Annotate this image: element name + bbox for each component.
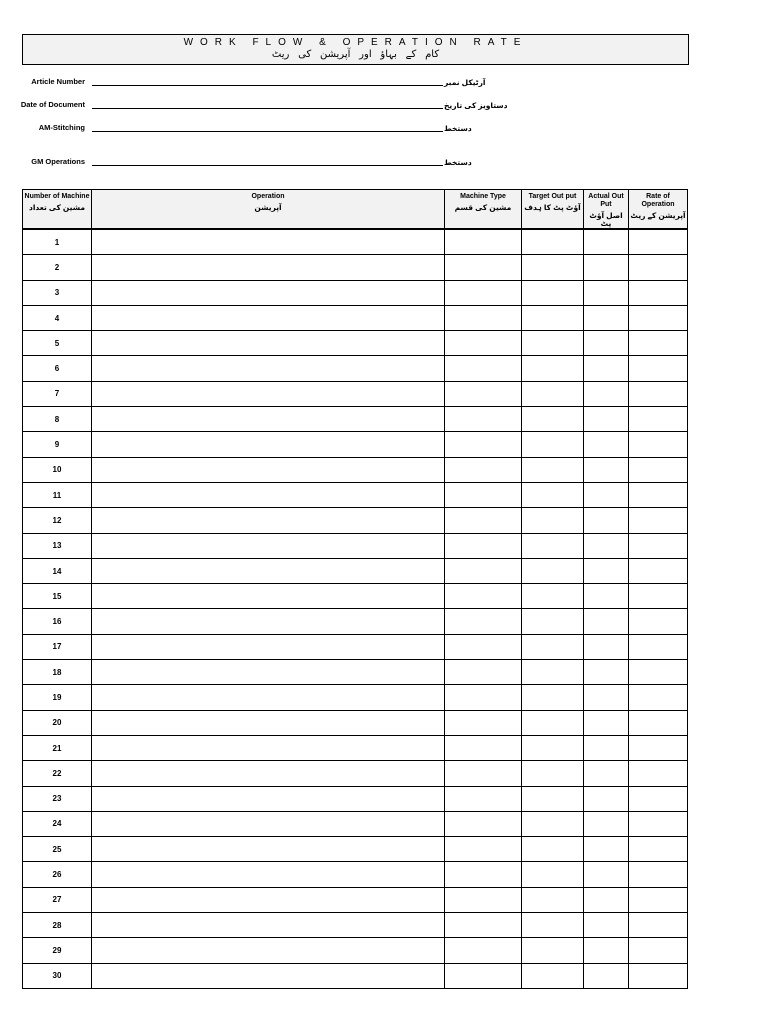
rate-of-operation-cell[interactable]: [629, 710, 688, 735]
field-date-of-document: [0, 95, 768, 111]
actual-output-cell[interactable]: [584, 432, 629, 457]
row-number-cell: 19: [23, 685, 92, 710]
table-row: [23, 913, 688, 938]
actual-output-cell[interactable]: [584, 533, 629, 558]
column-header-operation: Operation آپریشن: [92, 190, 445, 230]
row-number-cell: 6: [23, 356, 92, 381]
target-output-cell[interactable]: [522, 811, 584, 836]
rate-of-operation-cell[interactable]: [629, 811, 688, 836]
machine-type-cell[interactable]: [445, 761, 522, 786]
operation-cell[interactable]: [92, 913, 445, 938]
table-row: [23, 229, 688, 255]
machine-type-cell[interactable]: [445, 482, 522, 507]
table-row: [23, 584, 688, 609]
actual-output-cell[interactable]: [584, 482, 629, 507]
target-output-cell[interactable]: [522, 457, 584, 482]
row-number-cell: 29: [23, 938, 92, 963]
target-output-cell[interactable]: [522, 761, 584, 786]
target-output-cell[interactable]: [522, 963, 584, 988]
operation-cell[interactable]: [92, 761, 445, 786]
document-title-box: [22, 34, 689, 65]
operation-cell[interactable]: [92, 381, 445, 406]
actual-output-cell[interactable]: [584, 811, 629, 836]
actual-output-cell[interactable]: [584, 255, 629, 280]
operation-cell[interactable]: [92, 887, 445, 912]
operation-cell[interactable]: [92, 482, 445, 507]
target-output-cell[interactable]: [522, 331, 584, 356]
operation-cell[interactable]: [92, 533, 445, 558]
rate-of-operation-cell[interactable]: [629, 761, 688, 786]
table-row: [23, 685, 688, 710]
table-row: [23, 634, 688, 659]
table-row: [23, 381, 688, 406]
row-number-cell: 10: [23, 457, 92, 482]
operation-cell[interactable]: [92, 660, 445, 685]
row-number-cell: 27: [23, 887, 92, 912]
actual-output-cell[interactable]: [584, 938, 629, 963]
actual-output-cell[interactable]: [584, 660, 629, 685]
actual-output-cell[interactable]: [584, 685, 629, 710]
table-row: [23, 558, 688, 583]
actual-output-cell[interactable]: [584, 913, 629, 938]
table-header-row: [23, 190, 688, 230]
field-label-urdu: دستاویز کی تاریخ: [444, 101, 508, 110]
table-row: [23, 407, 688, 432]
machine-type-cell[interactable]: [445, 735, 522, 760]
field-gm-operations: [0, 152, 768, 168]
rate-of-operation-cell[interactable]: [629, 432, 688, 457]
rate-of-operation-cell[interactable]: [629, 533, 688, 558]
rate-of-operation-cell[interactable]: [629, 963, 688, 988]
operation-cell[interactable]: [92, 331, 445, 356]
target-output-cell[interactable]: [522, 837, 584, 862]
document-title: WORK FLOW & OPERATION RATE: [183, 37, 528, 48]
row-number-cell: 25: [23, 837, 92, 862]
row-number-cell: 30: [23, 963, 92, 988]
target-output-cell[interactable]: [522, 356, 584, 381]
actual-output-cell[interactable]: [584, 280, 629, 305]
field-label-urdu: دستخط: [444, 158, 472, 167]
machine-type-cell[interactable]: [445, 255, 522, 280]
target-output-cell[interactable]: [522, 584, 584, 609]
table-row: [23, 533, 688, 558]
table-row: [23, 508, 688, 533]
row-number-cell: 21: [23, 735, 92, 760]
operation-cell[interactable]: [92, 938, 445, 963]
target-output-cell[interactable]: [522, 255, 584, 280]
row-number-cell: 11: [23, 482, 92, 507]
field-article-number: [0, 72, 768, 88]
target-output-cell[interactable]: [522, 508, 584, 533]
machine-type-cell[interactable]: [445, 837, 522, 862]
rate-of-operation-cell[interactable]: [629, 938, 688, 963]
actual-output-cell[interactable]: [584, 356, 629, 381]
target-output-cell[interactable]: [522, 685, 584, 710]
column-header-actual-output: Actual Out Put اصل آؤٹ پٹ: [584, 190, 629, 230]
operation-cell[interactable]: [92, 407, 445, 432]
row-number-cell: 12: [23, 508, 92, 533]
row-number-cell: 15: [23, 584, 92, 609]
operation-cell[interactable]: [92, 685, 445, 710]
rate-of-operation-cell[interactable]: [629, 331, 688, 356]
row-number-cell: 24: [23, 811, 92, 836]
row-number-cell: 9: [23, 432, 92, 457]
column-header-machine-type: Machine Type مشین کی قسم: [445, 190, 522, 230]
table-row: [23, 963, 688, 988]
rate-of-operation-cell[interactable]: [629, 457, 688, 482]
actual-output-cell[interactable]: [584, 457, 629, 482]
row-number-cell: 3: [23, 280, 92, 305]
actual-output-cell[interactable]: [584, 609, 629, 634]
machine-type-cell[interactable]: [445, 710, 522, 735]
machine-type-cell[interactable]: [445, 432, 522, 457]
rate-of-operation-cell[interactable]: [629, 305, 688, 330]
row-number-cell: 22: [23, 761, 92, 786]
operation-cell[interactable]: [92, 811, 445, 836]
table-row: [23, 331, 688, 356]
target-output-cell[interactable]: [522, 533, 584, 558]
operation-cell[interactable]: [92, 280, 445, 305]
operation-cell[interactable]: [92, 305, 445, 330]
operation-cell[interactable]: [92, 837, 445, 862]
table-row: [23, 432, 688, 457]
actual-output-cell[interactable]: [584, 887, 629, 912]
actual-output-cell[interactable]: [584, 862, 629, 887]
row-number-cell: 1: [23, 229, 92, 255]
target-output-cell[interactable]: [522, 229, 584, 255]
row-number-cell: 23: [23, 786, 92, 811]
target-output-cell[interactable]: [522, 862, 584, 887]
operation-cell[interactable]: [92, 584, 445, 609]
actual-output-cell[interactable]: [584, 229, 629, 255]
column-header-target-output: Target Out put آؤٹ پٹ کا ہدف: [522, 190, 584, 230]
rate-of-operation-cell[interactable]: [629, 862, 688, 887]
machine-type-cell[interactable]: [445, 305, 522, 330]
operation-cell[interactable]: [92, 609, 445, 634]
machine-type-cell[interactable]: [445, 634, 522, 659]
operation-cell[interactable]: [92, 356, 445, 381]
rate-of-operation-cell[interactable]: [629, 584, 688, 609]
actual-output-cell[interactable]: [584, 786, 629, 811]
operation-cell[interactable]: [92, 735, 445, 760]
operation-cell[interactable]: [92, 255, 445, 280]
actual-output-cell[interactable]: [584, 735, 629, 760]
target-output-cell[interactable]: [522, 381, 584, 406]
target-output-cell[interactable]: [522, 786, 584, 811]
rate-of-operation-cell[interactable]: [629, 356, 688, 381]
operation-cell[interactable]: [92, 862, 445, 887]
document-title-urdu: کام کے بہاؤ اور آپریشن کی ریٹ: [271, 49, 440, 60]
row-number-cell: 8: [23, 407, 92, 432]
field-label: Date of Document: [20, 100, 85, 109]
row-number-cell: 26: [23, 862, 92, 887]
actual-output-cell[interactable]: [584, 558, 629, 583]
machine-type-cell[interactable]: [445, 381, 522, 406]
actual-output-cell[interactable]: [584, 508, 629, 533]
target-output-cell[interactable]: [522, 887, 584, 912]
field-label: Article Number: [31, 77, 85, 86]
target-output-cell[interactable]: [522, 432, 584, 457]
table-row: [23, 305, 688, 330]
rate-of-operation-cell[interactable]: [629, 255, 688, 280]
target-output-cell[interactable]: [522, 710, 584, 735]
table-row: [23, 482, 688, 507]
date-of-document-input-line[interactable]: [92, 108, 443, 109]
actual-output-cell[interactable]: [584, 584, 629, 609]
target-output-cell[interactable]: [522, 305, 584, 330]
article-number-input-line[interactable]: [92, 85, 443, 86]
row-number-cell: 17: [23, 634, 92, 659]
machine-type-cell[interactable]: [445, 786, 522, 811]
field-am-stitching: [0, 118, 768, 134]
machine-type-cell[interactable]: [445, 811, 522, 836]
machine-type-cell[interactable]: [445, 229, 522, 255]
rate-of-operation-cell[interactable]: [629, 685, 688, 710]
machine-type-cell[interactable]: [445, 407, 522, 432]
machine-type-cell[interactable]: [445, 887, 522, 912]
table-row: [23, 280, 688, 305]
machine-type-cell[interactable]: [445, 609, 522, 634]
operation-cell[interactable]: [92, 229, 445, 255]
machine-type-cell[interactable]: [445, 457, 522, 482]
rate-of-operation-cell[interactable]: [629, 508, 688, 533]
machine-type-cell[interactable]: [445, 331, 522, 356]
rate-of-operation-cell[interactable]: [629, 735, 688, 760]
row-number-cell: 16: [23, 609, 92, 634]
operation-cell[interactable]: [92, 457, 445, 482]
target-output-cell[interactable]: [522, 558, 584, 583]
column-header-number-of-machine: Number of Machine مشین کی تعداد: [23, 190, 92, 230]
table-row: [23, 255, 688, 280]
rate-of-operation-cell[interactable]: [629, 407, 688, 432]
actual-output-cell[interactable]: [584, 761, 629, 786]
rate-of-operation-cell[interactable]: [629, 381, 688, 406]
machine-type-cell[interactable]: [445, 356, 522, 381]
row-number-cell: 7: [23, 381, 92, 406]
table-row: [23, 938, 688, 963]
table-row: [23, 887, 688, 912]
field-label: GM Operations: [31, 157, 85, 166]
rate-of-operation-cell[interactable]: [629, 660, 688, 685]
machine-type-cell[interactable]: [445, 913, 522, 938]
rate-of-operation-cell[interactable]: [629, 482, 688, 507]
rate-of-operation-cell[interactable]: [629, 634, 688, 659]
target-output-cell[interactable]: [522, 634, 584, 659]
table-row: [23, 761, 688, 786]
operation-cell[interactable]: [92, 432, 445, 457]
operation-cell[interactable]: [92, 558, 445, 583]
rate-of-operation-cell[interactable]: [629, 837, 688, 862]
row-number-cell: 2: [23, 255, 92, 280]
operation-cell[interactable]: [92, 786, 445, 811]
machine-type-cell[interactable]: [445, 533, 522, 558]
actual-output-cell[interactable]: [584, 305, 629, 330]
row-number-cell: 13: [23, 533, 92, 558]
machine-type-cell[interactable]: [445, 660, 522, 685]
target-output-cell[interactable]: [522, 280, 584, 305]
target-output-cell[interactable]: [522, 938, 584, 963]
table-row: [23, 811, 688, 836]
workflow-table: [22, 189, 688, 989]
rate-of-operation-cell[interactable]: [629, 887, 688, 912]
rate-of-operation-cell[interactable]: [629, 609, 688, 634]
row-number-cell: 5: [23, 331, 92, 356]
table-row: [23, 609, 688, 634]
gm-operations-signature-line[interactable]: [92, 165, 443, 166]
row-number-cell: 18: [23, 660, 92, 685]
target-output-cell[interactable]: [522, 482, 584, 507]
actual-output-cell[interactable]: [584, 634, 629, 659]
operation-cell[interactable]: [92, 963, 445, 988]
rate-of-operation-cell[interactable]: [629, 558, 688, 583]
actual-output-cell[interactable]: [584, 710, 629, 735]
target-output-cell[interactable]: [522, 913, 584, 938]
machine-type-cell[interactable]: [445, 938, 522, 963]
table-row: [23, 457, 688, 482]
rate-of-operation-cell[interactable]: [629, 786, 688, 811]
operation-cell[interactable]: [92, 508, 445, 533]
target-output-cell[interactable]: [522, 735, 584, 760]
rate-of-operation-cell[interactable]: [629, 229, 688, 255]
table-row: [23, 356, 688, 381]
field-label-urdu: دستخط: [444, 124, 472, 133]
table-row: [23, 837, 688, 862]
machine-type-cell[interactable]: [445, 963, 522, 988]
machine-type-cell[interactable]: [445, 584, 522, 609]
row-number-cell: 28: [23, 913, 92, 938]
rate-of-operation-cell[interactable]: [629, 280, 688, 305]
actual-output-cell[interactable]: [584, 837, 629, 862]
target-output-cell[interactable]: [522, 660, 584, 685]
table-row: [23, 735, 688, 760]
am-stitching-signature-line[interactable]: [92, 131, 443, 132]
target-output-cell[interactable]: [522, 609, 584, 634]
operation-cell[interactable]: [92, 634, 445, 659]
column-header-rate-of-operation: Rate of Operation آپریشن کے ریٹ: [629, 190, 688, 230]
table-row: [23, 786, 688, 811]
machine-type-cell[interactable]: [445, 558, 522, 583]
field-label: AM-Stitching: [38, 123, 85, 132]
row-number-cell: 20: [23, 710, 92, 735]
target-output-cell[interactable]: [522, 407, 584, 432]
row-number-cell: 14: [23, 558, 92, 583]
machine-type-cell[interactable]: [445, 685, 522, 710]
table-row: [23, 660, 688, 685]
table-row: [23, 710, 688, 735]
operation-cell[interactable]: [92, 710, 445, 735]
actual-output-cell[interactable]: [584, 381, 629, 406]
actual-output-cell[interactable]: [584, 331, 629, 356]
row-number-cell: 4: [23, 305, 92, 330]
table-row: [23, 862, 688, 887]
rate-of-operation-cell[interactable]: [629, 913, 688, 938]
machine-type-cell[interactable]: [445, 862, 522, 887]
actual-output-cell[interactable]: [584, 963, 629, 988]
field-label-urdu: آرٹیکل نمبر: [444, 78, 486, 87]
actual-output-cell[interactable]: [584, 407, 629, 432]
machine-type-cell[interactable]: [445, 280, 522, 305]
machine-type-cell[interactable]: [445, 508, 522, 533]
